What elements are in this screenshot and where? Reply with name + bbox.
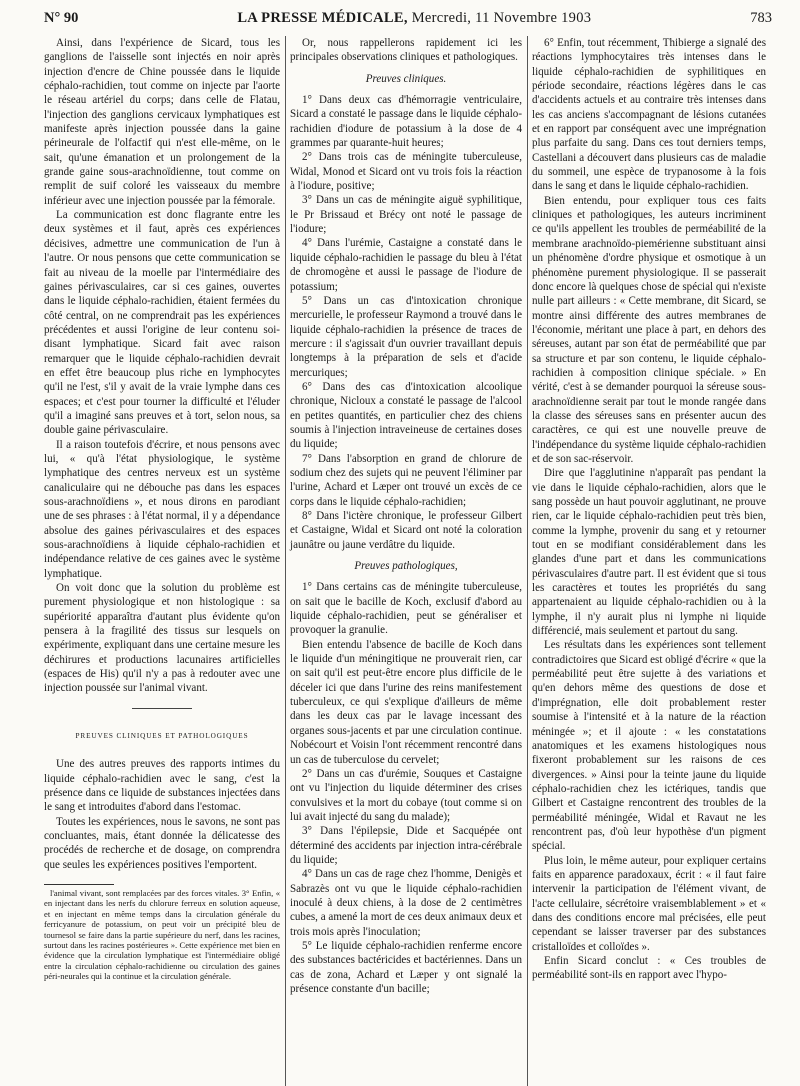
list-item: 3° Dans l'épilepsie, Dide et Sacquépée ont déterminé des accidents par injection intra-cérébrale du liquide; [290,825,522,866]
section-divider [132,708,192,709]
list-item: 5° Le liquide céphalo-rachidien renferme encore des substances bactéricides et bactériennes. Dans un cas de zona, Achard et Læper y ont signalé la présence constante d'un bacille; [290,939,522,995]
paragraph: 6° Enfin, tout récemment, Thibierge a signalé des réactions lymphocytaires très intenses dans le liquide céphalo-rachidien de syphilitiques en période secondaire, réactions légères dans le cas d'accidents actuels et au contraire très intenses dans les cas anciens s'accompagnant de lésions cutanées et en rapport par conséquent avec une imprégnation plus parfaite du sang. Dans ces tout derniers temps, Castellani a découvert dans plusieurs cas de maladie du sommeil, une espèce de trypanosome à la fois dans le sang et dans le liquide céphalo-rachidien. [532,37,766,193]
paragraph: Bien entendu, pour expliquer tous ces faits cliniques et pathologiques, les auteurs incriminent ce qu'ils appellent les troubles de perméabilité de la membrane arachnoïdo-piemérienne substituant ainsi un phénomène d'ordre physique et osmotique à un phénomène purement physiologique. Il se passerait donc encore là quelques chose de spécial qui n'existe nulle part ailleurs : « Cette membrane, dit Sicard, se montre ainsi différente des autres membranes de l'économie, méritant une place à part, en dehors des séreuses, autant par son état de perméabilité que par sa structure et par son contenu, le liquide céphalo-rachidien à composition clinique spéciale. » En vérité, c'est à se demander pourquoi la séreuse sous-arachnoïdienne serait par tout le monde rangée dans la classe des séreuses sans en présenter aucun des caractères, ce qui est une nouvelle preuve de l'indépendance du système liquide céphalo-rachidien et de son sac-réservoir. [532,194,766,465]
subheading-pathological: Preuves pathologiques, [354,560,458,573]
list-item: 1° Dans deux cas d'hémorragie ventriculaire, Sicard a constaté le passage dans le liquide céphalo-rachidien d'iodure de potassium à la dose de 4 grammes par quarante-huit heures; [290,94,522,150]
subheading-clinical: Preuves cliniques. [365,72,447,85]
footnote: l'animal vivant, sont remplacées par des forces vitales. 3° Enfin, « en injectant dans les nerfs du chlorure ferreux en solution aqueuse, et en injectant en même temps dans la circulation générale du ferricyanure de potassium, on peut voir un précipité bleu de tournesol se faire dans la partie supérieure du nerf, dans les racines, surtout dans les racines postérieures ». Cette expérience met bien en évidence que la circulation lymphatique est l'intermédiaire obligé entre la circulation céphalo-rachidienne ou circulation des gaines péri-neurales qui la continue et la circulation générale. [44,887,280,982]
list-item: 7° Dans l'absorption en grand de chlorure de sodium chez des sujets qui ne peuvent l'éliminer par l'urine, Achard et Læper ont trouvé un excès de ce corps dans le liquide céphalo-rachidien; [290,452,522,508]
paragraph: Dire que l'agglutinine n'apparaît pas pendant la vie dans le liquide céphalo-rachidien, alors que le sang possède un haut pouvoir agglutinant, ne prouve rien, car le liquide céphalo-rachidien peut très bien, comme la lymphe, provenir du sang et y retourner tout en se modifiant considérablement dans les glandes d'une part et dans les communications périvasculaires d'autre part. Il est évident que si tous les caractères et toutes les propriétés du sang appartenaient au liquide céphalo-rachidien ou à la lymphe, il n'y aurait plus ni lymphe ni liquide différencié, mais seulement et partout du sang. [532,467,766,638]
paragraph: Une des autres preuves des rapports intimes du liquide céphalo-rachidien avec le sang, c'est la présence dans ce liquide de substances injectées dans le sang et introduites d'abord dans l'estomac. [44,758,280,814]
issue-date: Mercredi, 11 Novembre 1903 [411,10,592,26]
list-item: 3° Dans un cas de méningite aiguë syphilitique, le Pr Brissaud et Brécy ont noté le passage de l'iodure; [290,194,522,236]
journal-name: LA PRESSE MÉDICALE, [237,10,408,26]
list-item: 2° Dans trois cas de méningite tuberculeuse, Widal, Monod et Sicard ont vu trois fois la réaction à l'iodure, positive; [290,151,522,193]
paragraph: Enfin Sicard conclut : « Ces troubles de perméabilité sont-ils en rapport avec l'hypo- [532,955,766,982]
list-item: 6° Dans des cas d'intoxication alcoolique chronique, Nicloux a constaté le passage de l'alcool en petites quantités, en particulier chez des chiens soumis à l'injection intraveineuse de certaines doses du liquide; [290,380,522,451]
paragraph: Les résultats dans les expériences sont tellement contradictoires que Sicard est obligé d'écrire « que la perméabilité peut être sujette à des variations et qu'en dehors même des questions de dose et d'imprégnation, elle doit probablement rester soumise à l'intensité et à la nature de la réaction méningée »; et il ajoute : « les constatations anatomiques et les examens histologiques nous fixeront probablement sur les raisons de ces divergences. » Ainsi pour la teinte jaune du liquide céphalo-rachidien chez les ictériques, tandis que Gilbert et Castaigne rencontrent des troubles de la perméabilité méningée, Widal et Ravaut ne les rencontrent pas, d'où leur hypothèse d'un pigment spécial. [532,639,766,853]
column-2 [290,36,522,996]
paragraph: Ainsi, dans l'expérience de Sicard, tous les ganglions de l'aisselle sont injectés en noir après injection d'encre de Chine poussée dans le liquide céphalo-rachidien, tout comme on injecte par l'aorte le réseau artériel du corps; dans celle de Flatau, l'injection des ganglions cervicaux lymphatiques est manifeste après injection poussée dans la gaine périneurale de l'olfactif qui n'est elle-même, on le sait, qu'une émanation et un prolongement de la grande gaine sous-arachnoïdienne, tout comme on remplit de suif coloré les vaisseaux du membre inférieur avec une injection poussée par la fémorale. [44,37,280,207]
journal-title [237,10,591,27]
list-item: 5° Dans un cas d'intoxication chronique mercurielle, le professeur Raymond a trouvé dans le liquide céphalo-rachidien la présence de traces de mercure : il s'agissait d'un ouvrier travaillant depuis longtemps à la préparation de sels et d'acide mercuriques; [290,294,522,379]
paragraph: Toutes les expériences, nous le savons, ne sont pas concluantes, mais, étant donnée la délicatesse des procédés de recherche et de dosage, on comprendra que seules les expériences positives l'emportent. [44,815,280,871]
page-header [44,10,772,32]
column-rule [527,36,528,1086]
paragraph: Or, nous rappellerons rapidement ici les principales observations cliniques et pathologiques. [290,37,522,64]
column-1 [44,36,280,996]
page-number: 783 [750,10,772,26]
column-3 [532,36,766,996]
paragraph: Il a raison toutefois d'écrire, et nous pensons avec lui, « qu'à l'état physiologique, le système lymphatique des centres nerveux est un système canaliculaire qui ne débouche pas dans les espaces sous-arachnoïdiens », et nous dirons en parodiant une de ses phrases : à l'état normal, il y a dépendance absolue des gaines périvasculaires et des espaces sous-arachnoïdiens à liquide céphalo-rachidien et indépendance relative de ces gaines avec le système lymphatique. [44,438,280,580]
list-item: 2° Dans un cas d'urémie, Souques et Castaigne ont vu l'injection du liquide déterminer des crises convulsives et la mort du cobaye (tout comme si on lui avait injecté du sang du malade); [290,767,522,823]
paragraph: Plus loin, le même auteur, pour expliquer certains faits en apparence paradoxaux, écrit : « il faut faire intervenir la participation de l'élément vivant, de l'acte cellulaire, sécrétoire vraisemblablement » et « dans des conditions encore mal précisées, elle peut cependant se laisser traverser par des substances cristalloïdes et colloïdes ». [532,854,766,953]
list-item: 4° Dans l'urémie, Castaigne a constaté dans le liquide céphalo-rachidien le passage du bleu à l'état de chromogène et aussi le passage de l'iodure de potassium; [290,237,522,293]
section-title: PREUVES CLINIQUES ET PATHOLOGIQUES [75,731,249,740]
article-columns [44,36,772,996]
paragraph: On voit donc que la solution du problème est purement physiologique et non histologique : sa supériorité apparaîtra d'autant plus évidente qu'on pensera à la fragilité des tissus sur lesquels on expérimente, expliquant dans une certaine mesure les déchirures et productions lacunaires artificielles (espaces de His) qu'il n'y a pas à redouter avec une injection poussée sur l'animal vivant. [44,582,280,695]
footnote-rule [44,884,114,885]
paragraph: La communication est donc flagrante entre les deux systèmes et il faut, après ces expériences décisives, admettre une communication de l'un à l'autre. Or nous pensons que cette communication se fait au niveau de la moelle par l'intermédiaire des gaines périvasculaires, car si ces gaines, ouvertes dans le liquide céphalo-rachidien, étaient fermées du côté central, on ne comprendrait pas les expériences précédentes et aussi l'origine de leur contenu soi-disant lymphatique. Sicard fait avec raison remarquer que le liquide céphalo-rachidien devrait en effet être beaucoup plus riche en lymphocytes qu'il ne l'est, s'il y avait de la vraie lymphe dans ces espaces; et c'est pour tourner la difficulté et l'éluder qu'il a imaginé sans preuves et à tort, selon nous, sa double gaine périvasculaire. [44,209,280,437]
list-item: 4° Dans un cas de rage chez l'homme, Denigès et Sabrazès ont vu que le liquide céphalo-rachidien inoculé à deux chiens, à la dose de 2 centimètres cubes, a amené la mort de ces deux animaux deux et trois mois après l'inoculation; [290,868,522,938]
column-rule [285,36,286,1086]
paragraph: Bien entendu l'absence de bacille de Koch dans le liquide d'un méningitique ne prouverait rien, car on sait qu'il est peut-être encore plus difficile de le déceler ici que dans l'urine des reins manifestement tuberculeux, ce qui s'explique d'ailleurs de même dans les deux cas par le lavage incessant des organes sous-jacents et par une circulation continue. Nobécourt et Voisin l'ont récemment rencontré dans un cas de tuberculose du cervelet; [290,638,522,766]
list-item: 1° Dans certains cas de méningite tuberculeuse, on sait que le bacille de Koch, exclusif d'abord au liquide céphalo-rachidien, peut se généraliser et provoquer la granulie. [290,581,522,637]
list-item: 8° Dans l'ictère chronique, le professeur Gilbert et Castaigne, Widal et Sicard ont noté la coloration jaunâtre ou jaune verdâtre du liquide. [290,510,522,551]
issue-number: N° 90 [44,10,79,26]
